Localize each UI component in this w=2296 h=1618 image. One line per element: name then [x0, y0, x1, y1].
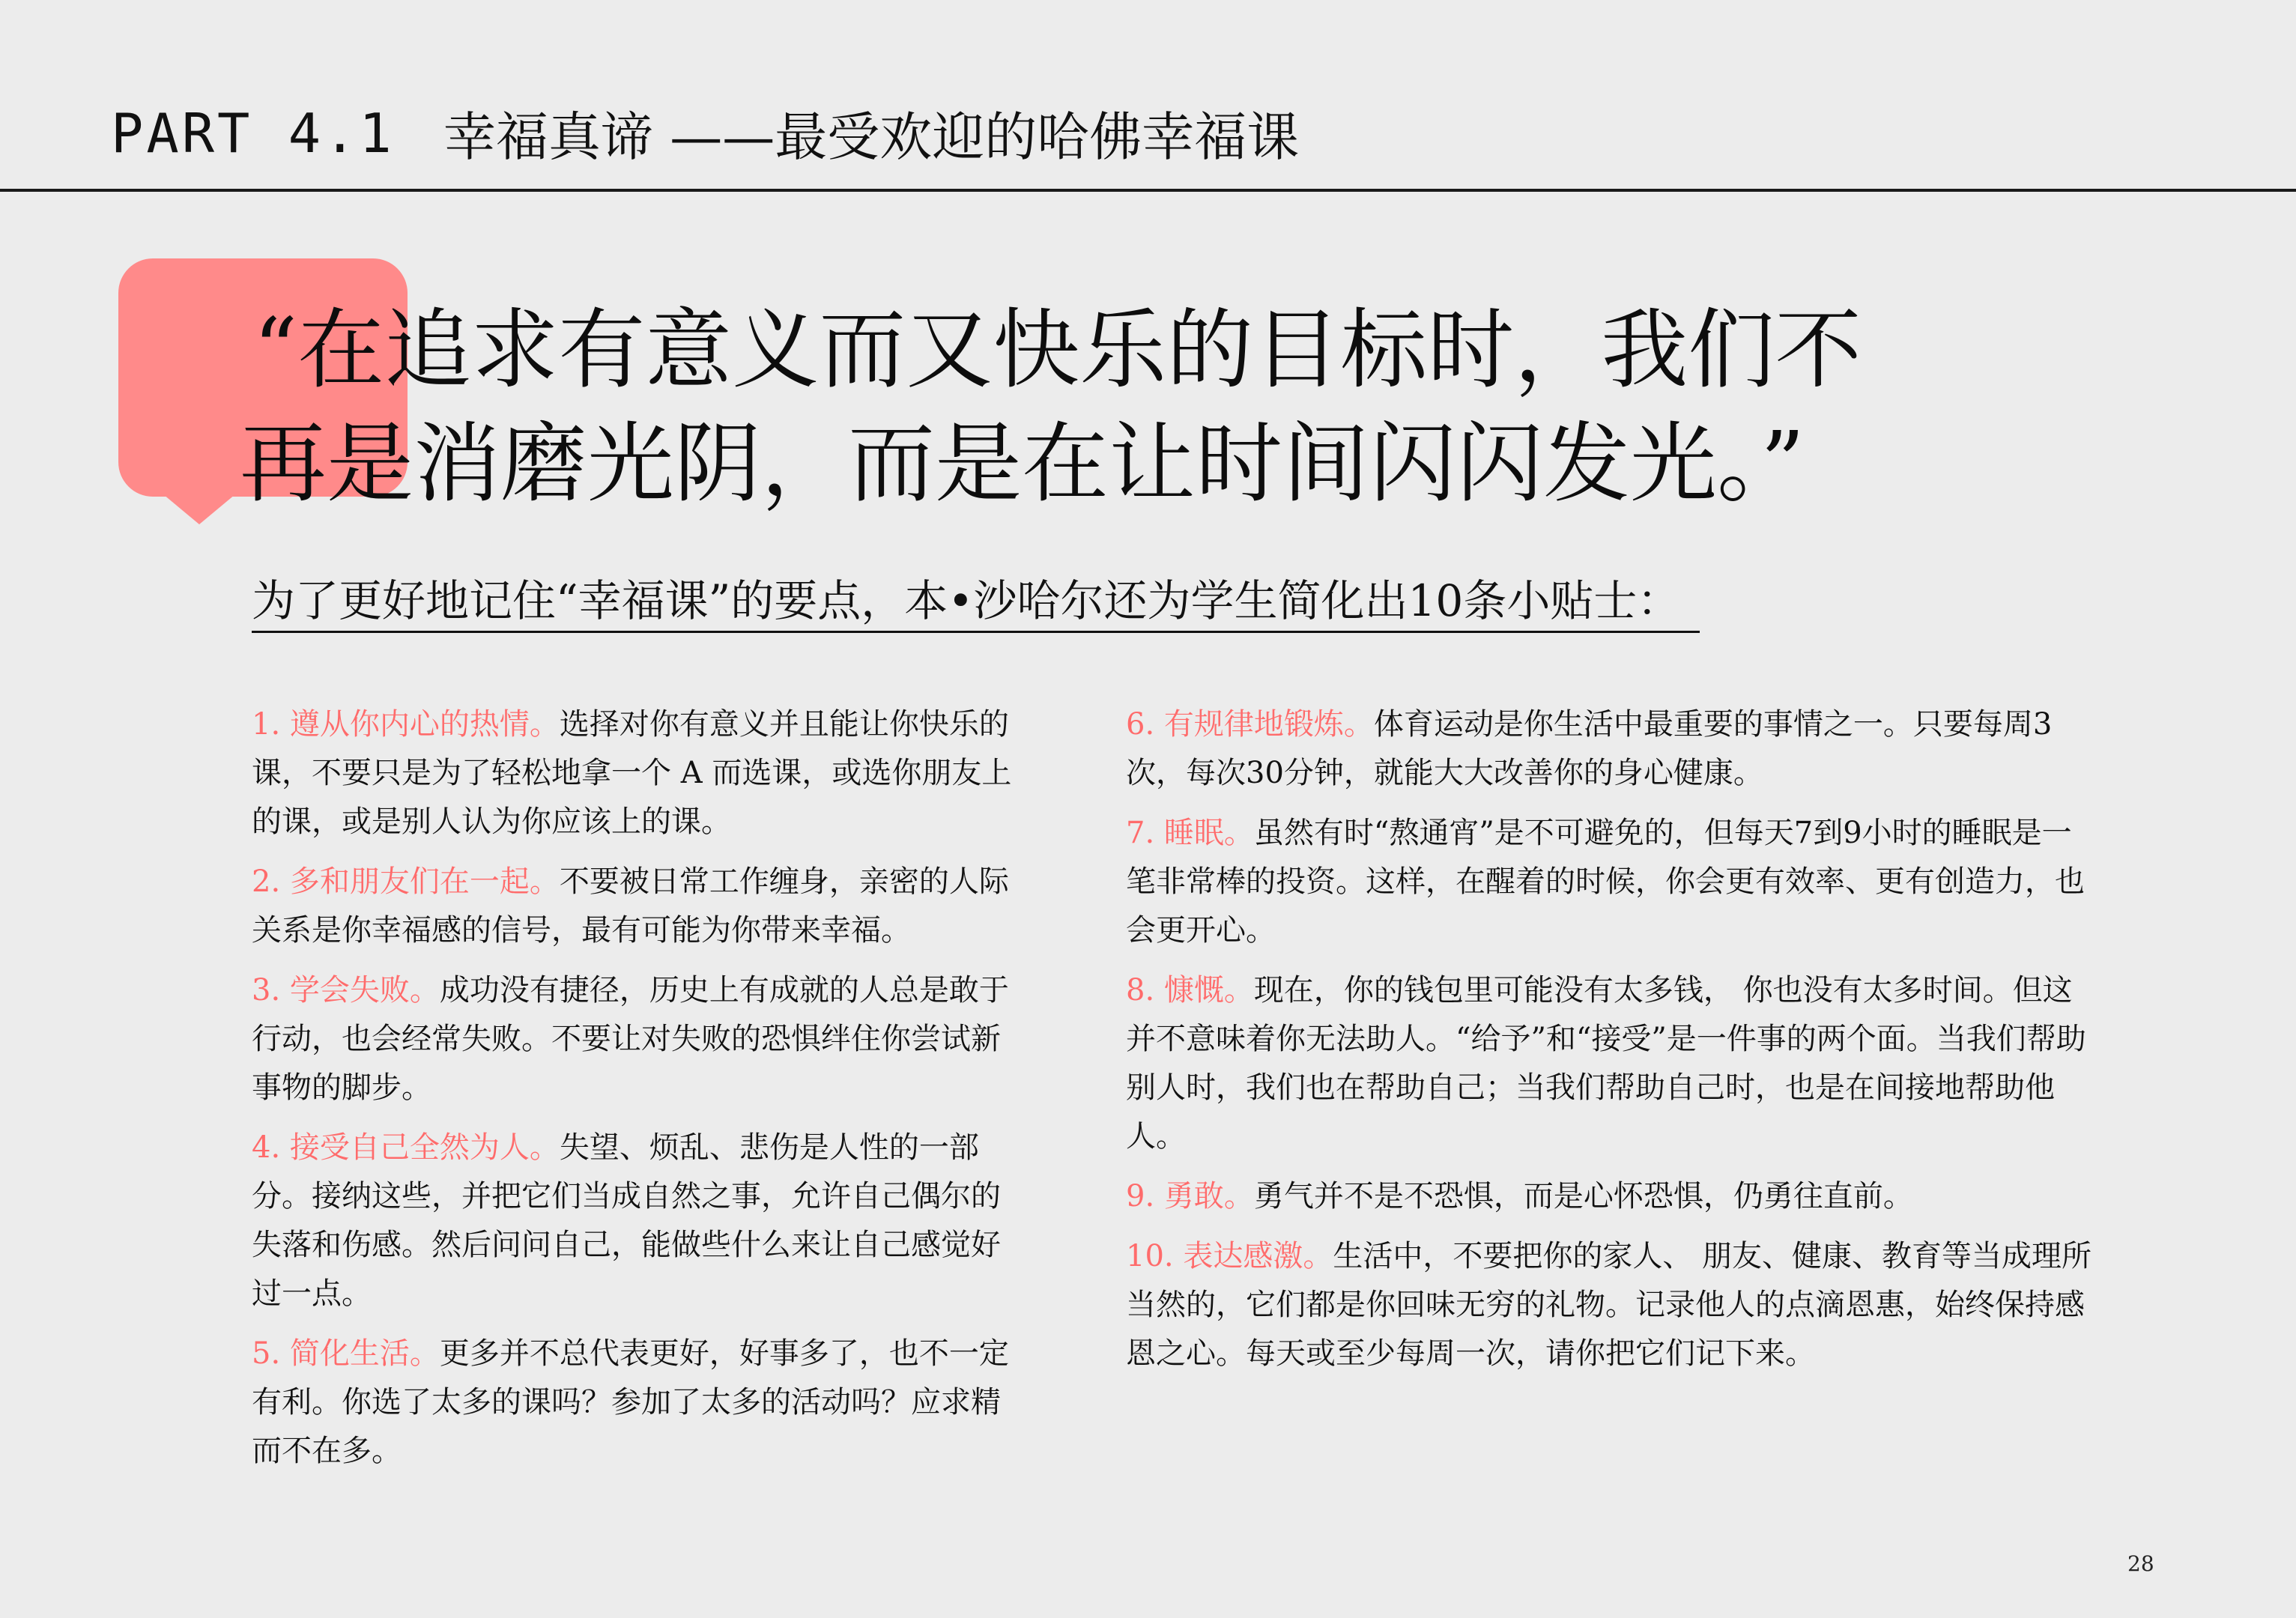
tip-item-6 [1126, 700, 2100, 798]
tip-item-8 [1126, 966, 2100, 1161]
tip-body: 选择对你有意义并且能让你快乐的课，不要只是为了轻松地拿一个 A 而选课，或选你朋友上的课，或是别人认为你应该上的课。 [252, 707, 1012, 839]
tip-heading: 5. 简化生活。 [252, 1336, 440, 1371]
chapter-title: 幸福真谛 ——最受欢迎的哈佛幸福课 [443, 106, 1300, 168]
tip-body: 勇气并不是不恐惧，而是心怀恐惧，仍勇往直前。 [1253, 1179, 1913, 1214]
tip-body: 成功没有捷径，历史上有成就的人总是敢于行动，也会经常失败。不要让对失败的恐惧绊住你尝试新事物的脚步。 [252, 973, 1009, 1105]
tip-heading: 3. 学会失败。 [252, 973, 440, 1008]
tips-column-left [252, 700, 1016, 1487]
part-label: PART 4.1 [111, 102, 395, 165]
tip-body: 失望、烦乱、悲伤是人性的一部分。接纳这些，并把它们当成自然之事，允许自己偶尔的失落和伤感。然后问问自己，能做些什么来让自己感觉好过一点。 [252, 1130, 1001, 1311]
tip-heading: 1. 遵从你内心的热情。 [252, 707, 560, 742]
header-divider [0, 189, 2296, 192]
tip-body: 不要被日常工作缠身，亲密的人际关系是你幸福感的信号，最有可能为你带来幸福。 [252, 864, 1009, 948]
tip-body: 虽然有时“熬通宵”是不可避免的，但每天7到9小时的睡眠是一笔非常棒的投资。这样，在醒着的时候，你会更有效率、更有创造力，也会更开心。 [1126, 816, 2085, 948]
tip-heading: 9. 勇敢。 [1126, 1179, 1254, 1214]
tip-heading: 10. 表达感激。 [1126, 1239, 1333, 1273]
tip-heading: 4. 接受自己全然为人。 [252, 1130, 560, 1165]
tip-item-7 [1126, 809, 2100, 955]
tip-item-4 [252, 1124, 1016, 1318]
tip-body: 生活中，不要把你的家人、 朋友、健康、教育等当成理所当然的，它们都是你回味无穷的礼物。记录他人的点滴恩惠，始终保持感恩之心。每天或至少每周一次，请你把它们记下来。 [1126, 1239, 2092, 1371]
tip-heading: 2. 多和朋友们在一起。 [252, 864, 560, 899]
tip-item-10 [1126, 1232, 2100, 1378]
tip-item-2 [252, 858, 1016, 955]
tip-heading: 7. 睡眠。 [1126, 816, 1254, 850]
featured-quote [240, 294, 1948, 521]
tip-heading: 8. 慷慨。 [1126, 973, 1254, 1008]
tip-body: 更多并不总代表更好，好事多了，也不一定有利。你选了太多的课吗？参加了太多的活动吗？应求精而不在多。 [252, 1336, 1009, 1468]
tip-item-3 [252, 966, 1016, 1112]
tip-body: 现在，你的钱包里可能没有太多钱， 你也没有太多时间。但这并不意味着你无法助人。“给予”和“接受”是一件事的两个面。当我们帮助别人时，我们也在帮助自己；当我们帮助自己时，也是在间接地帮助他人。 [1126, 973, 2086, 1154]
tip-item-5 [252, 1330, 1016, 1476]
tips-column-right [1126, 700, 2100, 1390]
quote-line-1: “在追求有意义而又快乐的目标时，我们不 [253, 300, 1862, 401]
speech-bubble-tail [163, 494, 235, 524]
tip-item-9 [1126, 1172, 2100, 1221]
page-header [0, 0, 2296, 189]
tip-item-1 [252, 700, 1016, 846]
tips-intro: 为了更好地记住“幸福课”的要点，本•沙哈尔还为学生简化出10条小贴士： [252, 571, 1700, 633]
tip-body: 体育运动是你生活中最重要的事情之一。只要每周3次，每次30分钟，就能大大改善你的身心健康。 [1126, 707, 2053, 790]
page-number: 28 [2127, 1551, 2154, 1576]
tip-heading: 6. 有规律地锻炼。 [1126, 707, 1374, 742]
quote-line-2: 再是消磨光阴，而是在让时间闪闪发光。” [240, 413, 1805, 515]
